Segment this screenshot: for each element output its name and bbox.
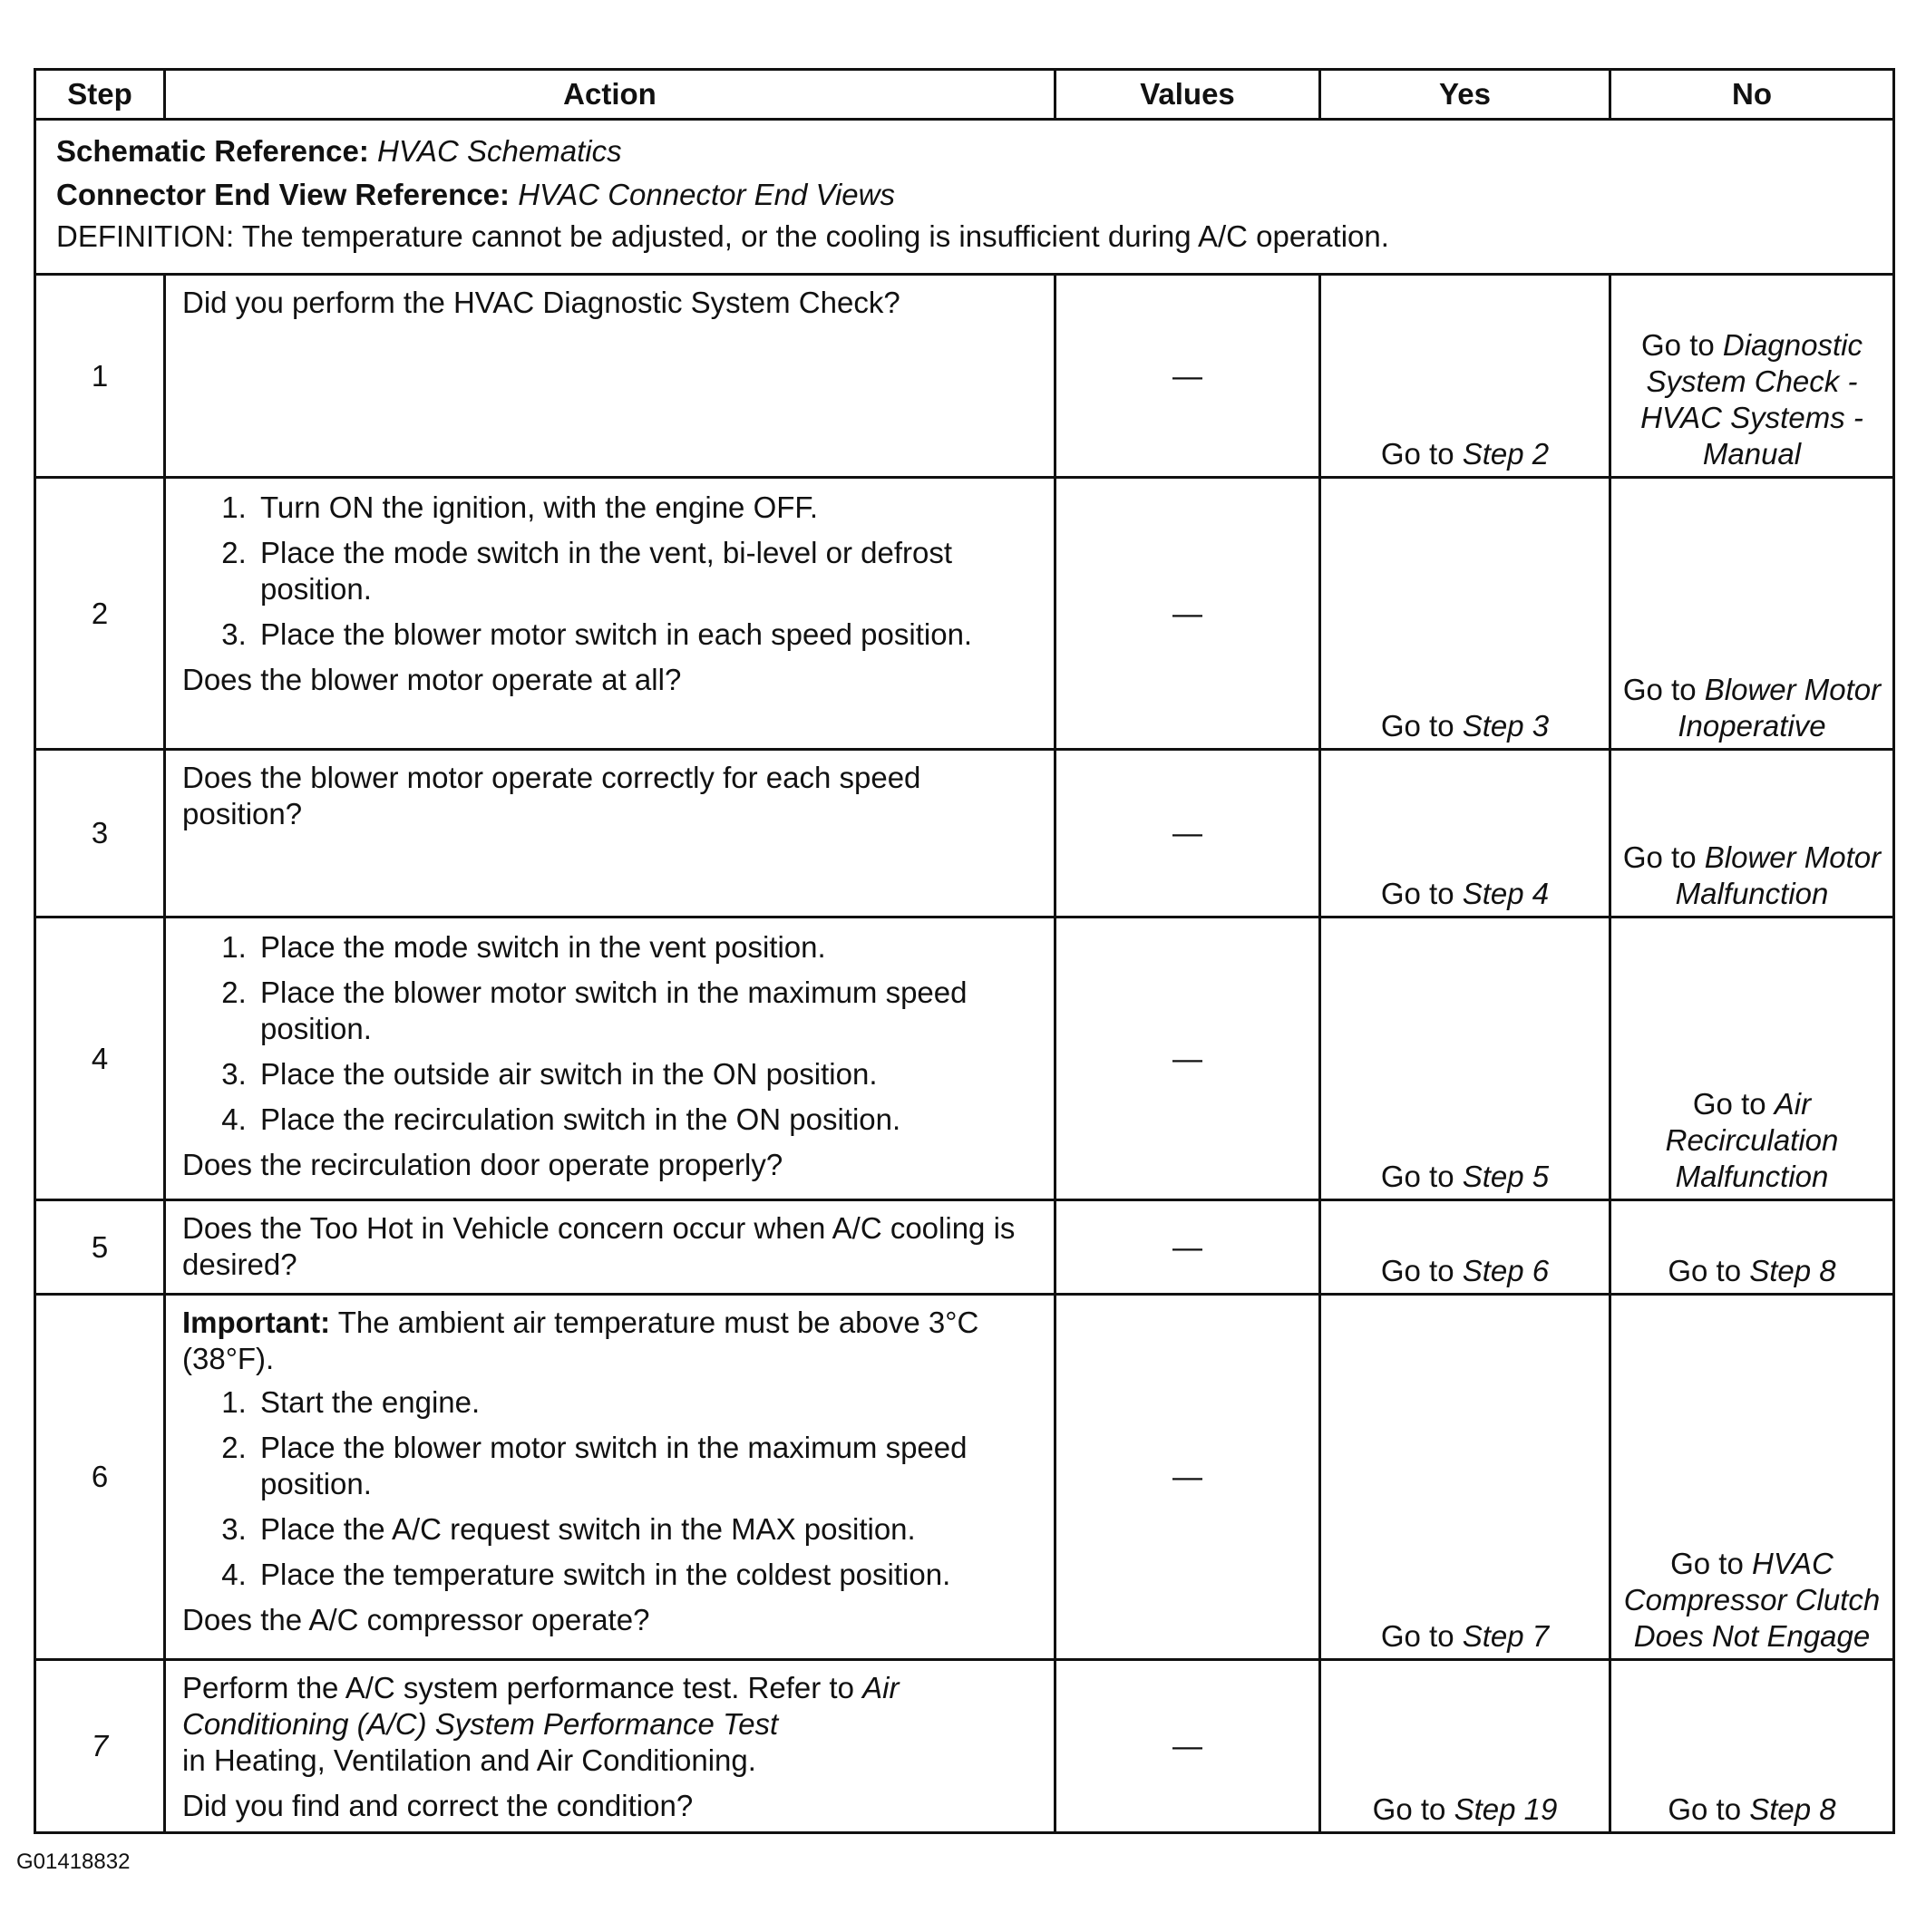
action-question: Does the blower motor operate at all? [182,663,682,696]
perform-instruction: Perform the A/C system performance test. Refer to Air Conditioning (A/C) System Performance Test in Heating, Ventilation and Air Conditioning. [182,1671,900,1777]
no-cell[interactable]: Go to Blower Motor Inoperative [1610,478,1894,750]
action-cell [165,1660,1055,1833]
table-row [35,1200,1894,1295]
values-cell: — [1055,1295,1320,1660]
action-question: Does the A/C compressor operate? [182,1603,650,1636]
values-cell: — [1055,275,1320,478]
table-row [35,917,1894,1200]
table-row [35,750,1894,917]
yes-cell[interactable]: Go to Step 5 [1320,917,1610,1200]
header-action: Action [165,70,1055,120]
header-no: No [1610,70,1894,120]
header-yes: Yes [1320,70,1610,120]
values-cell: — [1055,1660,1320,1833]
connector-reference-link[interactable]: HVAC Connector End Views [518,178,895,211]
table-row [35,275,1894,478]
diagnostic-table [34,68,1895,1834]
definition-text: DEFINITION: The temperature cannot be adjusted, or the cooling is insufficient during A/C operation. [56,219,1389,253]
step-number: 1 [35,275,165,478]
connector-reference: Connector End View Reference: HVAC Connector End Views [56,178,895,211]
yes-cell[interactable]: Go to Step 19 [1320,1660,1610,1833]
yes-cell[interactable]: Go to Step 3 [1320,478,1610,750]
values-cell: — [1055,750,1320,917]
list-item: 3. Place the A/C request switch in the MAX position. [255,1511,1041,1548]
schematic-reference-link[interactable]: HVAC Schematics [377,134,622,168]
action-list [182,1384,1041,1593]
step-number: 5 [35,1200,165,1295]
list-item: 3. Place the blower motor switch in each speed position. [255,616,1041,653]
values-cell: — [1055,1200,1320,1295]
action-cell [165,275,1055,478]
no-cell[interactable]: Go to HVAC Compressor Clutch Does Not Engage [1610,1295,1894,1660]
step-number: 3 [35,750,165,917]
yes-cell[interactable]: Go to Step 2 [1320,275,1610,478]
yes-cell[interactable]: Go to Step 7 [1320,1295,1610,1660]
values-cell: — [1055,917,1320,1200]
important-note: Important: The ambient air temperature must be above 3°C (38°F). [182,1306,979,1375]
table-row [35,1660,1894,1833]
table-row [35,478,1894,750]
list-item: 4. Place the recirculation switch in the ON position. [255,1102,1041,1138]
list-item: 1. Place the mode switch in the vent position. [255,929,1041,966]
yes-cell[interactable]: Go to Step 4 [1320,750,1610,917]
no-cell[interactable]: Go to Step 8 [1610,1660,1894,1833]
no-cell[interactable]: Go to Blower Motor Malfunction [1610,750,1894,917]
figure-id: G01418832 [16,1849,131,1874]
action-question: Does the blower motor operate correctly for each speed position? [182,761,921,830]
list-item: 2. Place the blower motor switch in the maximum speed position. [255,975,1041,1047]
header-values: Values [1055,70,1320,120]
list-item: 4. Place the temperature switch in the coldest position. [255,1557,1041,1593]
action-cell [165,1295,1055,1660]
no-cell[interactable]: Go to Air Recirculation Malfunction [1610,917,1894,1200]
action-cell [165,917,1055,1200]
header-step: Step [35,70,165,120]
action-cell [165,1200,1055,1295]
schematic-reference: Schematic Reference: HVAC Schematics [56,134,622,168]
values-cell: — [1055,478,1320,750]
action-list [182,490,1041,653]
step-number: 7 [35,1660,165,1833]
list-item: 1. Turn ON the ignition, with the engine OFF. [255,490,1041,526]
action-question: Does the Too Hot in Vehicle concern occur when A/C cooling is desired? [182,1211,1016,1281]
action-question: Did you perform the HVAC Diagnostic System Check? [182,286,900,319]
performance-test-link[interactable]: Air Conditioning (A/C) System Performance Test [182,1671,900,1741]
action-cell [165,750,1055,917]
action-question: Does the recirculation door operate properly? [182,1148,783,1181]
step-number: 2 [35,478,165,750]
no-cell[interactable]: Go to Step 8 [1610,1200,1894,1295]
reference-row [35,120,1894,275]
action-list [182,929,1041,1138]
list-item: 2. Place the mode switch in the vent, bi-level or defrost position. [255,535,1041,607]
action-cell [165,478,1055,750]
action-question: Did you find and correct the condition? [182,1789,694,1822]
list-item: 3. Place the outside air switch in the ON position. [255,1056,1041,1092]
no-cell[interactable]: Go to Diagnostic System Check - HVAC Systems - Manual [1610,275,1894,478]
step-number: 6 [35,1295,165,1660]
yes-cell[interactable]: Go to Step 6 [1320,1200,1610,1295]
list-item: 1. Start the engine. [255,1384,1041,1421]
header-row [35,70,1894,120]
list-item: 2. Place the blower motor switch in the maximum speed position. [255,1430,1041,1502]
table-row [35,1295,1894,1660]
step-number: 4 [35,917,165,1200]
